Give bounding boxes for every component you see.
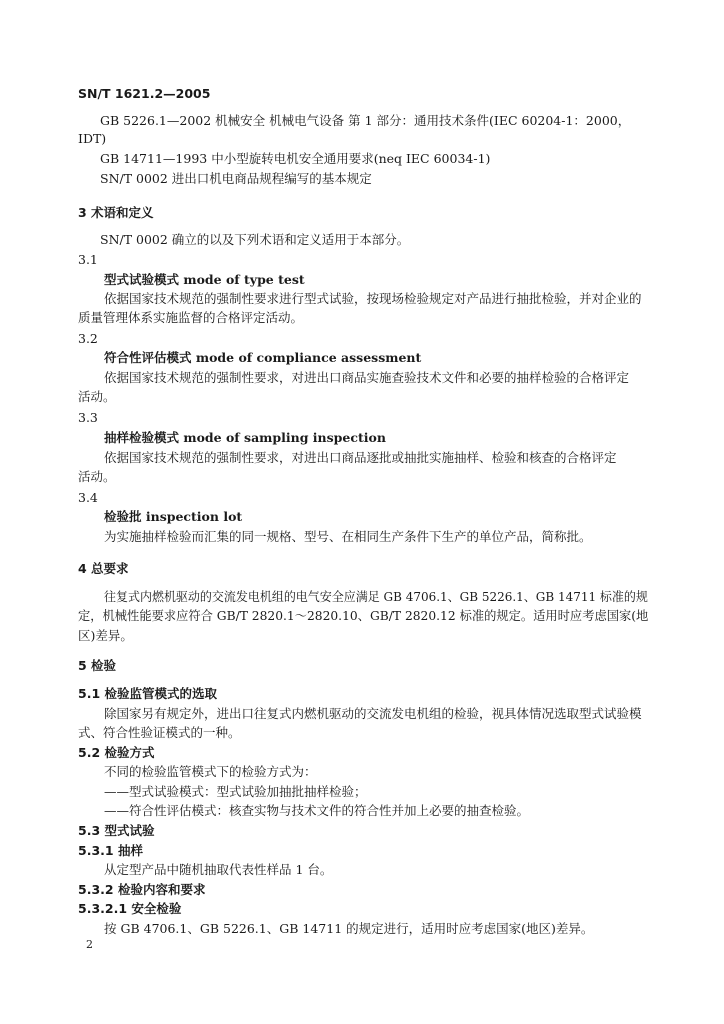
section-5-3-2-heading: 5.3.2 检验内容和要求 bbox=[78, 882, 206, 897]
term-3-2-title: 符合性评估模式 mode of compliance assessment bbox=[104, 350, 422, 365]
term-3-3-title: 抽样检验模式 mode of sampling inspection bbox=[104, 430, 386, 445]
normative-reference-1: GB 5226.1—2002 机械安全 机械电气设备 第 1 部分：通用技术条件(IEC 60204-1：2000， bbox=[100, 113, 631, 128]
section-5-3-2-1-paragraph: 按 GB 4706.1、GB 5226.1、GB 14711 的规定进行，适用时应考虑国家(地区)差异。 bbox=[104, 921, 594, 936]
section-5-2-intro: 不同的检验监管模式下的检验方式为： bbox=[104, 764, 317, 779]
document-header: SN/T 1621.2—2005 bbox=[78, 86, 211, 101]
section-5-1-paragraph: 除国家另有规定外，进出口往复式内燃机驱动的交流发电机组的检验，视具体情况选取型式试验模 bbox=[104, 706, 642, 721]
page-number: 2 bbox=[86, 938, 93, 951]
section-5-3-2-1-heading: 5.3.2.1 安全检验 bbox=[78, 901, 182, 916]
normative-reference-3: SN/T 0002 进出口机电商品规程编写的基本规定 bbox=[100, 171, 372, 186]
term-3-1-title: 型式试验模式 mode of type test bbox=[104, 272, 305, 287]
term-3-1-number: 3.1 bbox=[78, 252, 98, 267]
term-3-4-definition: 为实施抽样检验而汇集的同一规格、型号、在相同生产条件下生产的单位产品，简称批。 bbox=[104, 529, 592, 544]
term-3-2-definition: 依据国家技术规范的强制性要求，对进出口商品实施查验技术文件和必要的抽样检验的合格评定 bbox=[104, 370, 630, 385]
section-5-2-heading: 5.2 检验方式 bbox=[78, 745, 155, 760]
section-5-3-1-heading: 5.3.1 抽样 bbox=[78, 843, 143, 858]
normative-reference-1-cont: IDT) bbox=[78, 131, 107, 146]
term-3-3-definition: 依据国家技术规范的强制性要求，对进出口商品逐批或抽批实施抽样、检验和核查的合格评定 bbox=[104, 450, 617, 465]
section-4-paragraph-cont-1: 定，机械性能要求应符合 GB/T 2820.1～2820.10、GB/T 2820.12 标准的规定。适用时应考虑国家(地 bbox=[78, 608, 649, 623]
section-5-heading: 5 检验 bbox=[78, 658, 117, 673]
section-4-heading: 4 总要求 bbox=[78, 561, 129, 576]
section-4-paragraph: 往复式内燃机驱动的交流发电机组的电气安全应满足 GB 4706.1、GB 5226.1、GB 14711 标准的规 bbox=[104, 589, 648, 604]
section-3-intro: SN/T 0002 确立的以及下列术语和定义适用于本部分。 bbox=[100, 232, 410, 247]
term-3-2-definition-cont: 活动。 bbox=[78, 389, 116, 404]
term-3-1-definition-cont: 质量管理体系实施监督的合格评定活动。 bbox=[78, 310, 304, 325]
section-5-3-heading: 5.3 型式试验 bbox=[78, 823, 155, 838]
section-5-3-1-paragraph: 从定型产品中随机抽取代表性样品 1 台。 bbox=[104, 862, 333, 877]
term-3-1-definition: 依据国家技术规范的强制性要求进行型式试验，按现场检验规定对产品进行抽批检验，并对企业的 bbox=[104, 291, 642, 306]
term-3-4-title: 检验批 inspection lot bbox=[104, 509, 243, 524]
section-5-2-item-1: ——型式试验模式：型式试验加抽批抽样检验； bbox=[104, 784, 367, 799]
term-3-4-number: 3.4 bbox=[78, 490, 98, 505]
term-3-3-definition-cont: 活动。 bbox=[78, 469, 116, 484]
term-3-3-number: 3.3 bbox=[78, 410, 98, 425]
section-5-2-item-2: ——符合性评估模式：核查实物与技术文件的符合性并加上必要的抽查检验。 bbox=[104, 803, 530, 818]
term-3-2-number: 3.2 bbox=[78, 331, 98, 346]
section-5-1-heading: 5.1 检验监管模式的选取 bbox=[78, 686, 217, 701]
normative-reference-2: GB 14711—1993 中小型旋转电机安全通用要求(neq IEC 60034-1) bbox=[100, 151, 491, 166]
section-5-1-paragraph-cont: 式、符合性验证模式的一种。 bbox=[78, 725, 241, 740]
section-3-heading: 3 术语和定义 bbox=[78, 205, 154, 220]
section-4-paragraph-cont-2: 区)差异。 bbox=[78, 628, 133, 643]
